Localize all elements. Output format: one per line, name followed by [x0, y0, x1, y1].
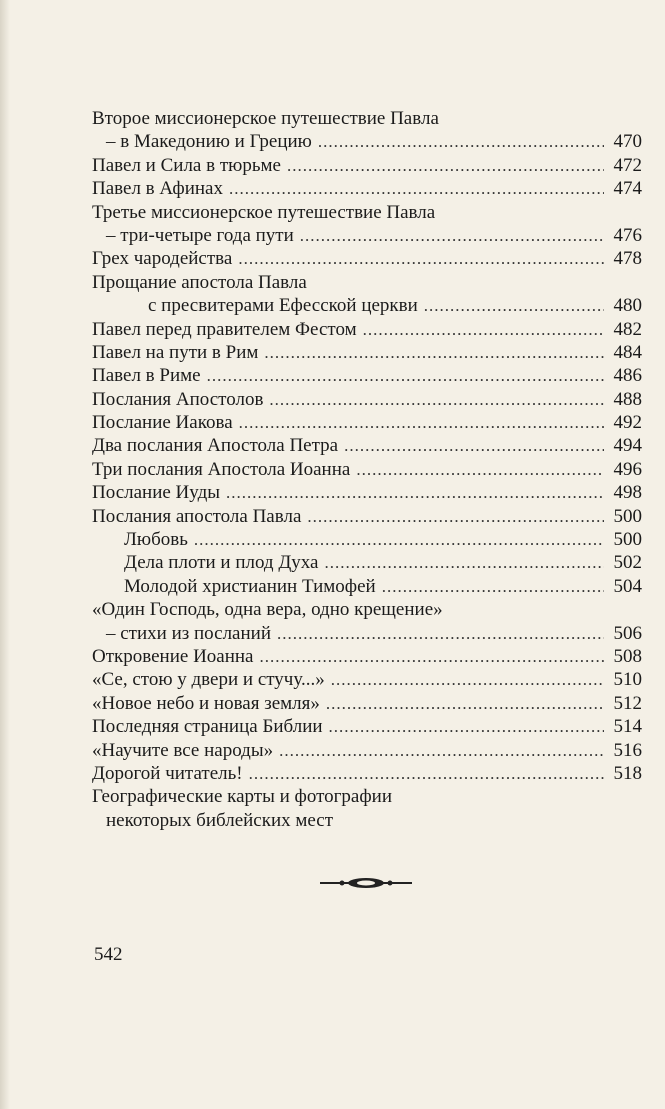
toc-entry [92, 481, 642, 504]
dot-leader [344, 434, 604, 457]
toc-entry [92, 388, 642, 411]
dot-leader [269, 388, 604, 411]
toc-entry [92, 551, 642, 574]
toc-entry [92, 177, 642, 200]
dot-leader [287, 154, 604, 177]
toc-entry-page: 516 [613, 739, 642, 761]
toc-entry [92, 809, 642, 832]
toc-entry-page: 488 [613, 388, 642, 410]
dot-leader [277, 622, 604, 645]
toc-entry-title: Откровение Иоанна [92, 645, 254, 667]
table-of-contents [92, 107, 642, 832]
toc-entry-page: 498 [613, 482, 642, 504]
toc-entry-page: 514 [613, 716, 642, 738]
dot-leader [382, 575, 604, 598]
toc-entry [92, 341, 642, 364]
dot-leader [318, 130, 604, 153]
toc-entry [92, 458, 642, 481]
toc-entry-page: 504 [613, 575, 642, 597]
toc-entry [92, 762, 642, 785]
dot-leader [300, 224, 604, 247]
toc-entry-page: 496 [613, 458, 642, 480]
toc-entry-page: 478 [613, 248, 642, 270]
page-edge-shadow [0, 0, 10, 1109]
dot-leader [363, 318, 604, 341]
toc-entry-page: 482 [613, 318, 642, 340]
dot-leader [238, 247, 604, 270]
toc-entry [92, 528, 642, 551]
dot-leader [207, 364, 604, 387]
toc-entry-page: 484 [613, 341, 642, 363]
toc-entry [92, 294, 642, 317]
toc-entry-title: Павел перед правителем Фестом [92, 318, 357, 340]
toc-entry [92, 505, 642, 528]
toc-entry-title: Послания Апостолов [92, 388, 264, 410]
toc-entry-page: 506 [613, 622, 642, 644]
toc-entry-title: «Новое небо и новая земля» [92, 692, 320, 714]
toc-entry-title: Географические карты и фотографии [92, 786, 393, 808]
toc-entry-title: Павел в Афинах [92, 178, 223, 200]
toc-entry-page: 470 [613, 131, 642, 153]
toc-entry [92, 785, 642, 808]
toc-entry-page: 508 [613, 645, 642, 667]
toc-entry-title: Второе миссионерское путешествие Павла [92, 108, 439, 129]
toc-entry-title: Послание Иуды [92, 482, 221, 504]
toc-entry-title: Прощание апостола Павла [92, 271, 307, 293]
dot-leader [264, 341, 604, 364]
toc-entry-title: с пресвитерами Ефесской церкви [148, 295, 418, 317]
ornament-divider [316, 876, 416, 890]
dot-leader [424, 294, 604, 317]
toc-entry-title: Послание Иакова [92, 412, 233, 434]
dot-leader [331, 668, 604, 691]
toc-entry-page: 492 [613, 412, 642, 434]
toc-entry-page: 476 [613, 224, 642, 246]
dot-leader [239, 411, 604, 434]
toc-entry-title: Грех чародейства [92, 248, 233, 270]
dot-leader [326, 692, 604, 715]
toc-entry-page: 480 [613, 295, 642, 317]
dot-leader [260, 645, 605, 668]
toc-entry-page: 510 [613, 669, 642, 691]
toc-entry [92, 668, 642, 691]
toc-entry-title: Последняя страница Библии [92, 716, 323, 738]
toc-entry [92, 247, 642, 270]
toc-entry [92, 201, 642, 224]
toc-entry [92, 692, 642, 715]
toc-entry [92, 622, 642, 645]
toc-entry-title: – в Македонию и Грецию [106, 131, 312, 153]
toc-entry [92, 364, 642, 387]
toc-entry-title: некоторых библейских мест [106, 809, 334, 831]
toc-entry [92, 575, 642, 598]
toc-entry [92, 224, 642, 247]
toc-entry-title: – стихи из посланий [106, 622, 271, 644]
toc-entry-title: «Один Господь, одна вера, одно крещение» [92, 599, 443, 621]
toc-entry [92, 739, 642, 762]
toc-entry-title: Дела плоти и плод Духа [124, 552, 319, 574]
toc-entry [92, 434, 642, 457]
toc-entry [92, 598, 642, 621]
toc-entry [92, 154, 642, 177]
toc-entry-title: Три послания Апостола Иоанна [92, 458, 351, 480]
toc-entry-title: Павел в Риме [92, 365, 201, 387]
toc-entry-page: 518 [613, 762, 642, 784]
toc-entry-title: Молодой христианин Тимофей [124, 575, 376, 597]
dot-leader [226, 481, 604, 504]
toc-entry-title: Два послания Апостола Петра [92, 435, 339, 457]
toc-entry-title: Третье миссионерское путешествие Павла [92, 201, 436, 223]
toc-entry-page: 512 [613, 692, 642, 714]
toc-entry-title: «Се, стою у двери и стучу...» [92, 669, 325, 691]
toc-entry [92, 411, 642, 434]
toc-entry-page: 500 [613, 529, 642, 551]
dot-leader [329, 715, 604, 738]
toc-entry [92, 107, 642, 130]
toc-entry-title: «Научите все народы» [92, 739, 274, 761]
toc-entry-page: 472 [613, 154, 642, 176]
toc-entry-title: – три-четыре года пути [106, 224, 294, 246]
toc-entry [92, 130, 642, 153]
toc-entry-page: 474 [613, 178, 642, 200]
toc-entry-page: 502 [613, 552, 642, 574]
dot-leader [249, 762, 604, 785]
dot-leader [356, 458, 604, 481]
toc-entry [92, 271, 642, 294]
toc-entry [92, 715, 642, 738]
toc-entry-title: Любовь [124, 529, 188, 551]
toc-entry-title: Павел на пути в Рим [92, 341, 259, 363]
dot-leader [229, 177, 604, 200]
toc-entry-page: 494 [613, 435, 642, 457]
toc-entry-title: Дорогой читатель! [92, 762, 243, 784]
toc-entry [92, 645, 642, 668]
dot-leader [307, 505, 604, 528]
toc-entry [92, 318, 642, 341]
toc-entry-title: Павел и Сила в тюрьме [92, 154, 281, 176]
page-number: 542 [94, 944, 123, 965]
toc-entry-page: 500 [613, 505, 642, 527]
dot-leader [194, 528, 604, 551]
toc-entry-title: Послания апостола Павла [92, 505, 302, 527]
dot-leader [279, 739, 604, 762]
toc-entry-page: 486 [613, 365, 642, 387]
dot-leader [325, 551, 605, 574]
